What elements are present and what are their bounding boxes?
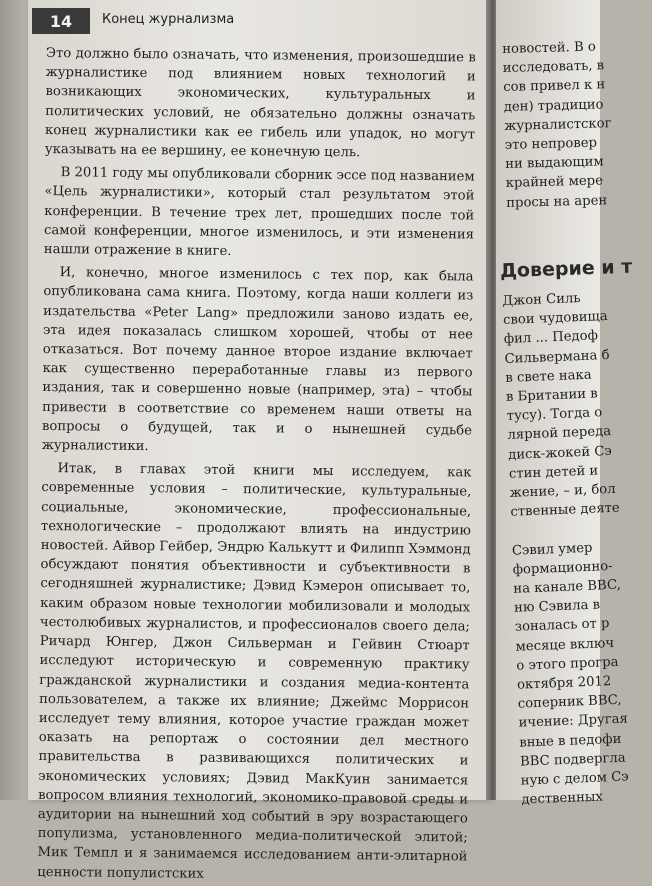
right-line: Сильвермана б — [504, 347, 610, 367]
body-text — [37, 44, 476, 886]
paragraph-1: Это должно было означать, что изменения, произошедшие в журналистике под влиянием новых технологий и возникающих экономических, культуральных и политических условий, не обязательно должны означать конец журналистики как ее гибель или упадок, но могут указывать на ее вершину, ее конечную цель. — [44, 45, 476, 161]
right-line: крайней мере — [505, 173, 604, 192]
right-line: просы на арен — [506, 192, 608, 211]
paragraph-3: И, конечно, многое изменилось с тех пор, как была опубликована сама книга. Поэтому, когда наши коллеги из издательства «Peter Lang» предложили заново издать ее, эта идея показалась слишком хорошей, чтобы от нее отказаться. Вот почему данное второе издание включает как существенно переработанные главы из первого издания, так и совершенно новые (например, эта) – чтобы привести в соответствие со временем наши ответы на вопросы о будущей, так и о нынешней судьбе журналистики. — [41, 265, 474, 455]
paragraph-2: В 2011 году мы опубликовали сборник эссе под названием «Цель журналистики», который стал результатом этой конференции. В течение трех лет, прошедших после той самой конференции, многое изменилось, и эти изменения нашли отражение в книге. — [43, 165, 475, 259]
right-line: месяце включ — [515, 635, 615, 655]
right-line: тусу). Тогда о — [506, 405, 603, 425]
right-line: сов привел к н — [503, 77, 606, 96]
right-line: лярной переда — [507, 424, 612, 444]
right-line: новостей. В о — [502, 39, 596, 57]
right-line: это непровер — [504, 135, 598, 153]
paragraph-4: Итак, в главах этой книги мы исследуем, как современные условия – политические, культуральные, социальные, экономические, профессиональные, технологические – продолжают влиять на индустрию новостей. Айвор Гейбер, Эндрю Калькутт и Филипп Хэммонд обсуждают понятия объективности и субъективности в сегодняшней журналистике; Дэвид Кэмерон описывает то, каким образом новые технологии мобилизовали и молодых честолюбивых журналистов, и профессионалов своего дела; Ричард Юнгер, Джон Сильверман и Гейвин Стюарт исследуют историческую и современную практику гражданской журналистики и создания медиа-контента пользователем, а также их влияние; Джеймс Моррисон исследует тему влияния, которое участие граждан может оказать на репортаж о состоянии дел местного правительства в развивающихся политических и экономических условиях; Дэвид МакКуин занимается вопросом влияния технологий, экономико-правовой среды и аудитории на нынешний ход событий в эру возрастающего популизма, установленного медиа-политической элитой; Мик Темпл и я занимаемся исследованием анти-элитарной ценности популистских — [37, 461, 472, 882]
right-page — [496, 0, 633, 808]
right-line: BBC подвергла — [519, 750, 626, 770]
right-line: о этого програ — [516, 654, 619, 674]
right-line: Сэвил умер — [511, 540, 593, 559]
right-line: диск-жокей Сэ — [507, 443, 613, 463]
right-page-top-text — [502, 37, 636, 213]
right-line: жение, – и, бол — [509, 481, 616, 501]
running-head: Конец журнализма — [102, 12, 235, 27]
right-line: дественных — [521, 789, 604, 808]
right-line: свои чудовища — [502, 309, 608, 329]
right-line: вные в педофи — [519, 731, 622, 751]
right-line: фил ... Педоф — [503, 328, 599, 348]
right-line: журналистског — [504, 115, 612, 134]
right-line: исследовать, в — [502, 58, 605, 77]
right-line: ню Сэвила в — [513, 597, 601, 617]
right-line: зоналась от р — [514, 616, 610, 636]
right-line: ичение: Другая — [518, 711, 629, 732]
right-line: ную с делом Сэ — [520, 769, 629, 789]
right-line: ни выдающим — [505, 154, 604, 173]
right-line: Джон Силь — [502, 290, 581, 309]
section-heading: Доверие и т — [499, 255, 633, 283]
right-page-section-text — [502, 287, 652, 810]
right-line: октября 2012 — [516, 674, 612, 693]
right-line: ственные деяте — [510, 500, 621, 521]
right-line: в Британии в — [505, 386, 598, 405]
page-number: 14 — [32, 8, 90, 34]
right-line: ден) традицио — [503, 96, 604, 115]
right-line: на канале BBC, — [513, 577, 622, 597]
right-line: формационно- — [512, 558, 613, 578]
right-line: стин детей и — [508, 463, 599, 482]
right-line: соперник BBC, — [517, 692, 622, 712]
right-line: в свете нака — [505, 367, 592, 386]
